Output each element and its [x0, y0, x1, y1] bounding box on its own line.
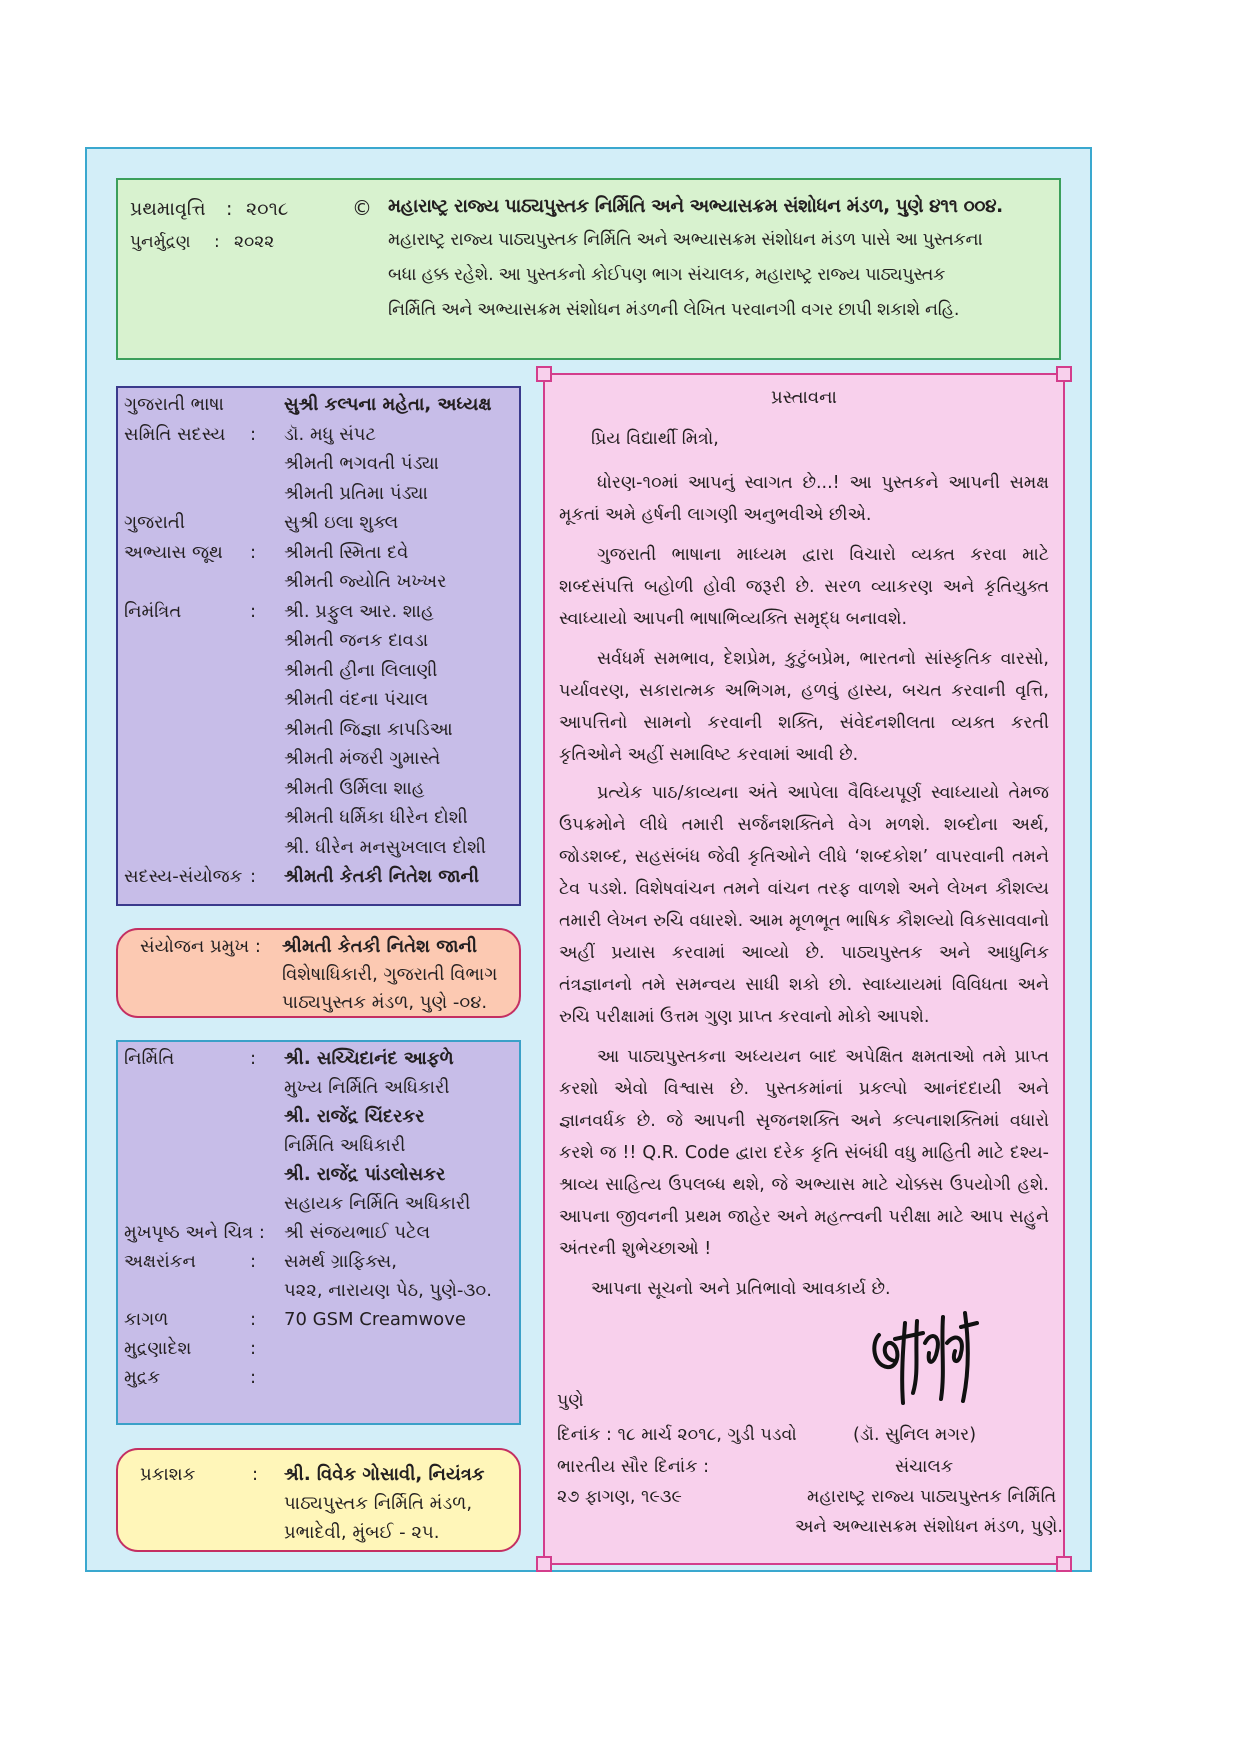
preface-paragraph-4: પ્રત્યેક પાઠ/કાવ્યના અંતે આપેલા વૈવિધ્યપૂર્ણ સ્વાધ્યાયો તેમજ ઉપક્રમોને લીધે તમારી સર્જનશક્તિને વેગ મળશે. શબ્દોના અર્થ, જોડશબ્દ, સહસંબંધ જેવી કૃતિઓને લીધે ‘શબ્દકોશ’ વાપરવાની તમને ટેવ પડશે. વિશેષવાંચન તમને વાંચન તરફ વાળશે અને લેખન કૌશલ્ય તમારી લેખન રુચિ વધારશે. આમ મૂળભૂત ભાષિક કૌશલ્યો વિકસાવવાનો અહીં પ્રયાસ કરવામાં આવ્યો છે. પાઠ્યપુસ્તક અને આધુનિક તંત્રજ્ઞાનનો તમે સમન્વય સાધી શકો છો. સ્વાધ્યાયમાં વિવિધતા અને રુચિ પરીક્ષામાં ઉત્તમ ગુણ પ્રાપ્ત કરવાનો મોકો આપશે. [559, 783, 1049, 1027]
publisher-address: પ્રભાદેવી, મુંબઈ - ૨૫. [284, 1522, 440, 1543]
committee-row-value: શ્રીમતી વંદના પંચાલ [284, 689, 429, 710]
committee-row-value: શ્રી. પ્રફુલ આર. શાહ [284, 600, 434, 622]
convener-role: વિશેષાધિકારી, ગુજરાતી વિભાગ [282, 964, 498, 985]
convener-label: સંયોજન પ્રમુખ : [140, 936, 261, 957]
edition-value: ૨૦૧૮ [246, 198, 289, 220]
publisher-box [116, 1448, 521, 1552]
copyright-notice-line-3: નિર્મિતિ અને અભ્યાસક્રમ સંશોધન મંડળની લેખિત પરવાનગી વગર છાપી શકાશે નહિ. [388, 300, 960, 320]
corner-ornament [1056, 1556, 1072, 1572]
committee-row-value: શ્રીમતી જિજ્ઞા કાપડિઆ [284, 718, 453, 740]
edition-colon: : [226, 198, 233, 220]
production-row-value: નિર્મિતિ અધિકારી [284, 1135, 406, 1156]
signatory-org-line-2: અને અભ્યાસક્રમ સંશોધન મંડળ, પુણે. [795, 1517, 1063, 1537]
preface-date: દિનાંક : ૧૮ માર્ચ ૨૦૧૮, ગુડી પડવો [557, 1425, 797, 1445]
committee-row-value: શ્રીમતી ધર્મિકા ધીરેન દોશી [284, 807, 468, 828]
publisher-controller: શ્રી. વિવેક ગોસાવી, નિયંત્રક [284, 1464, 485, 1485]
signatory-title: સંચાલક [895, 1457, 954, 1477]
signatory-name: (ડૉ. સુનિલ મગર) [853, 1425, 977, 1445]
production-row-label: કાગળ [124, 1309, 169, 1330]
committee-row-value: સુશ્રી ઇલા શુક્લ [284, 512, 399, 533]
preface-closing: આપના સૂચનો અને પ્રતિભાવો આવકાર્ય છે. [591, 1279, 891, 1299]
publisher-label: પ્રકાશક [140, 1464, 196, 1485]
copyright-symbol: © [352, 196, 372, 220]
signature-image [865, 1303, 985, 1413]
committee-row-value: શ્રીમતી જ્યોતિ ખખ્ખર [284, 571, 447, 592]
production-row-colon: : [250, 1367, 257, 1388]
corner-ornament [536, 366, 552, 382]
committee-row-colon: : [250, 866, 257, 887]
preface-salutation: પ્રિય વિદ્યાર્થી મિત્રો, [591, 429, 719, 449]
corner-ornament [536, 1556, 552, 1572]
committee-row-value: શ્રીમતી હીના લિલાણી [284, 659, 438, 681]
signatory-org-line-1: મહારાષ્ટ્ર રાજ્ય પાઠ્યપુસ્તક નિર્મિતિ [807, 1487, 1057, 1507]
production-row-label: અક્ષરાંકન [124, 1251, 196, 1272]
committee-row-label: ગુજરાતી [124, 512, 185, 533]
copyright-notice-line-1: મહારાષ્ટ્ર રાજ્ય પાઠ્યપુસ્તક નિર્મિતિ અને અભ્યાસક્રમ સંશોધન મંડળ પાસે આ પુસ્તકના [388, 230, 983, 250]
committee-box [116, 386, 521, 906]
production-row-colon: : [250, 1309, 257, 1330]
production-row-value: 70 GSM Creamwove [284, 1309, 466, 1330]
convener-name: શ્રીમતી કેતકી નિતેશ જાની [282, 936, 478, 957]
production-row-colon: : [250, 1251, 257, 1272]
committee-row-colon: : [250, 423, 257, 445]
committee-row-colon: : [250, 541, 257, 563]
committee-row-label: સદસ્ય-સંયોજક [124, 866, 243, 887]
publisher-colon: : [252, 1464, 259, 1485]
copyright-notice-line-2: બધા હક્ક રહેશે. આ પુસ્તકનો કોઈપણ ભાગ સંચાલક, મહારાષ્ટ્ર રાજ્ય પાઠ્યપુસ્તક [388, 265, 946, 285]
convener-office: પાઠ્યપુસ્તક મંડળ, પુણે -૦૪. [282, 992, 488, 1013]
committee-row-value: શ્રીમતી ભગવતી પંડ્યા [284, 453, 439, 474]
production-box [116, 1040, 521, 1425]
committee-row-label: ગુજરાતી ભાષા [124, 394, 224, 415]
production-row-label: મુખપૃષ્ઠ અને ચિત્ર : [124, 1222, 265, 1243]
production-row-value: પ૨૨, નારાયણ પેઠ, પુણે-૩૦. [284, 1280, 492, 1301]
production-row-value: સમર્થ ગ્રાફિક્સ, [284, 1251, 397, 1272]
production-row-value: સહાયક નિર્મિતિ અધિકારી [284, 1193, 471, 1214]
convener-box [116, 928, 521, 1018]
preface-paragraph-5: આ પાઠ્યપુસ્તકના અધ્યયન બાદ અપેક્ષિત ક્ષમતાઓ તમે પ્રાપ્ત કરશો એવો વિશ્વાસ છે. પુસ્તકમાંનાં પ્રકલ્પો આનંદદાયી અને જ્ઞાનવર્ધક છે. જે આપની સૃજનશક્તિ અને કલ્પનાશક્તિમાં વધારો કરશે જ !! Q.R. Code દ્વારા દરેક કૃતિ સંબંધી વધુ માહિતી માટે દશ્ય-શ્રાવ્ય સાહિત્ય ઉપલબ્ધ થશે, જે અભ્યાસ માટે ચોક્કસ ઉપયોગી હશે. આપના જીવનની પ્રથમ જાહેર અને મહત્ત્વની પરીક્ષા માટે આપ સહુને અંતરની શુભેચ્છાઓ ! [559, 1047, 1049, 1259]
committee-row-value: સુશ્રી કલ્પના મહેતા, અધ્યક્ષ [284, 394, 492, 415]
committee-row-colon: : [250, 600, 257, 622]
committee-row-label: નિમંત્રિત [124, 600, 182, 622]
committee-row-value: શ્રીમતી ઉર્મિલા શાહ [284, 777, 425, 799]
copyright-holder: મહારાષ્ટ્ર રાજ્ય પાઠ્યપુસ્તક નિર્મિતિ અને અભ્યાસક્રમ સંશોધન મંડળ, પુણે ૪૧૧ ૦૦૪. [388, 196, 1003, 217]
production-row-colon: : [250, 1048, 257, 1069]
production-row-colon: : [250, 1338, 257, 1359]
preface-paragraph-1: ધોરણ-૧૦માં આપનું સ્વાગત છે...! આ પુસ્તકને આપની સમક્ષ મૂકતાં અમે હર્ષની લાગણી અનુભવીએ છીએ. [559, 473, 1049, 525]
preface-box [543, 373, 1065, 1565]
production-row-label: નિર્મિતિ [124, 1048, 175, 1069]
committee-row-value: શ્રીમતી પ્રતિમા પંડ્યા [284, 482, 428, 504]
solar-date-label: ભારતીય સૌર દિનાંક : [557, 1457, 709, 1477]
committee-row-value: શ્રીમતી મંજરી ગુમાસ્તે [284, 748, 441, 769]
production-row-label: મુદ્રણાદેશ [124, 1338, 192, 1359]
committee-row-label: સમિતિ સદસ્ય [124, 423, 226, 445]
production-row-value: શ્રી. રાજેંદ્ર પાંડલોસકર [284, 1164, 446, 1185]
preface-paragraph-2: ગુજરાતી ભાષાના માધ્યમ દ્વારા વિચારો વ્યક્ત કરવા માટે શબ્દસંપત્તિ બહોળી હોવી જરૂરી છે. સરળ વ્યાકરણ અને કૃતિયુક્ત સ્વાધ્યાયો આપની ભાષાભિવ્યક્તિ સમૃદ્ધ બનાવશે. [559, 545, 1049, 629]
preface-place: પુણે [557, 1391, 584, 1411]
publisher-office: પાઠ્યપુસ્તક નિર્મિતિ મંડળ, [284, 1493, 473, 1514]
corner-ornament [1056, 366, 1072, 382]
production-row-label: મુદ્રક [124, 1367, 161, 1388]
reprint-value: ૨૦૨૨ [234, 232, 275, 252]
preface-title: પ્રસ્તાવના [771, 387, 837, 408]
committee-row-value: ડૉ. મધુ સંપટ [284, 423, 376, 445]
production-row-value: મુખ્ય નિર્મિતિ અધિકારી [284, 1077, 450, 1098]
committee-row-value: શ્રીમતી કેતકી નિતેશ જાની [284, 866, 480, 887]
solar-date-value: ૨૭ ફાગણ, ૧૯૩૯ [557, 1487, 682, 1507]
edition-label: પ્રથમાવૃત્તિ [130, 198, 206, 220]
committee-row-value: શ્રી. ધીરેન મનસુખલાલ દોશી [284, 836, 487, 858]
committee-row-label: અભ્યાસ જૂથ [124, 541, 223, 563]
committee-row-value: શ્રીમતી સ્મિતા દવે [284, 541, 409, 563]
reprint-label: પુનર્મુદ્રણ [130, 232, 191, 252]
copyright-box [116, 178, 1061, 360]
production-row-value: શ્રી. રાજેંદ્ર ચિંદરકર [284, 1106, 425, 1127]
production-row-value: શ્રી. સચ્ચિદાનંદ આફળે [284, 1048, 454, 1069]
preface-paragraph-3: સર્વધર્મ સમભાવ, દેશપ્રેમ, કુટુંબપ્રેમ, ભારતનો સાંસ્કૃતિક વારસો, પર્યાવરણ, સકારાત્મક અભિગમ, હળવું હાસ્ય, બચત કરવાની વૃત્તિ, આપત્તિનો સામનો કરવાની શક્તિ, સંવેદનશીલતા વ્યક્ત કરતી કૃતિઓને અહીં સમાવિષ્ટ કરવામાં આવી છે. [559, 649, 1049, 765]
reprint-colon: : [214, 232, 220, 252]
production-row-value: શ્રી સંજયભાઈ પટેલ [284, 1222, 431, 1243]
committee-row-value: શ્રીમતી જનક દાવડા [284, 630, 429, 651]
